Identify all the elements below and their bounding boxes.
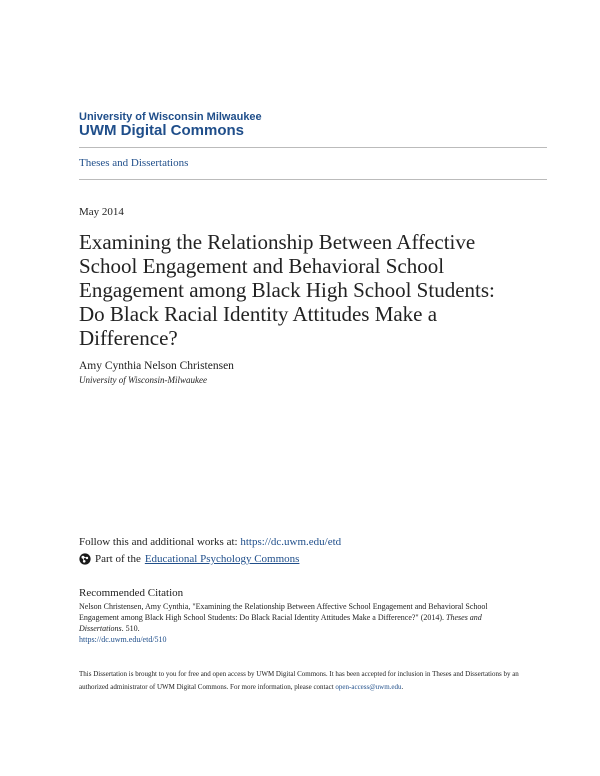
recommended-citation-body xyxy=(79,601,519,645)
collection-link[interactable]: Theses and Dissertations xyxy=(79,157,189,169)
citation-number: . 510. xyxy=(121,624,140,633)
institution-name[interactable]: University of Wisconsin Milwaukee xyxy=(79,111,262,123)
follow-text: Follow this and additional works at: xyxy=(79,536,241,548)
part-of-line xyxy=(79,553,299,565)
commons-link[interactable]: Educational Psychology Commons xyxy=(144,553,300,565)
network-commons-icon xyxy=(79,553,91,565)
contact-email-link[interactable]: open-access@uwm.edu xyxy=(335,683,402,691)
citation-text: Nelson Christensen, Amy Cynthia, "Examining the Relationship Between Affective School Engagement and Behavioral School Engagement among Black High School Students: Do Black Racial Identity Attitudes Make a Difference?" (2014). xyxy=(79,602,488,622)
part-of-text: Part of the xyxy=(95,553,141,565)
document-title: Examining the Relationship Between Affective School Engagement and Behavioral School Engagement among Black High School Students: Do Black Racial Identity Attitudes Make a Difference? xyxy=(79,230,495,350)
citation-url-link[interactable]: https://dc.uwm.edu/etd/510 xyxy=(79,635,167,644)
author-affiliation: University of Wisconsin-Milwaukee xyxy=(79,375,207,385)
follow-line xyxy=(79,536,341,548)
header-divider-bottom xyxy=(79,179,547,180)
header-divider-top xyxy=(79,147,547,148)
repository-name[interactable]: UWM Digital Commons xyxy=(79,122,244,139)
recommended-citation-heading: Recommended Citation xyxy=(79,587,184,599)
access-notice xyxy=(79,668,529,694)
etd-link[interactable]: https://dc.uwm.edu/etd xyxy=(240,536,342,548)
access-notice-text: This Dissertation is brought to you for free and open access by UWM Digital Commons. It has been accepted for inclusion in Theses and Dissertations by an authorized administrator of UWM Digital Commons. For more information, please contact xyxy=(79,670,519,691)
publication-date: May 2014 xyxy=(79,206,124,218)
access-notice-end: . xyxy=(401,683,404,691)
author-name: Amy Cynthia Nelson Christensen xyxy=(79,360,234,372)
citation-journal: Theses and Dissertations xyxy=(79,613,482,633)
